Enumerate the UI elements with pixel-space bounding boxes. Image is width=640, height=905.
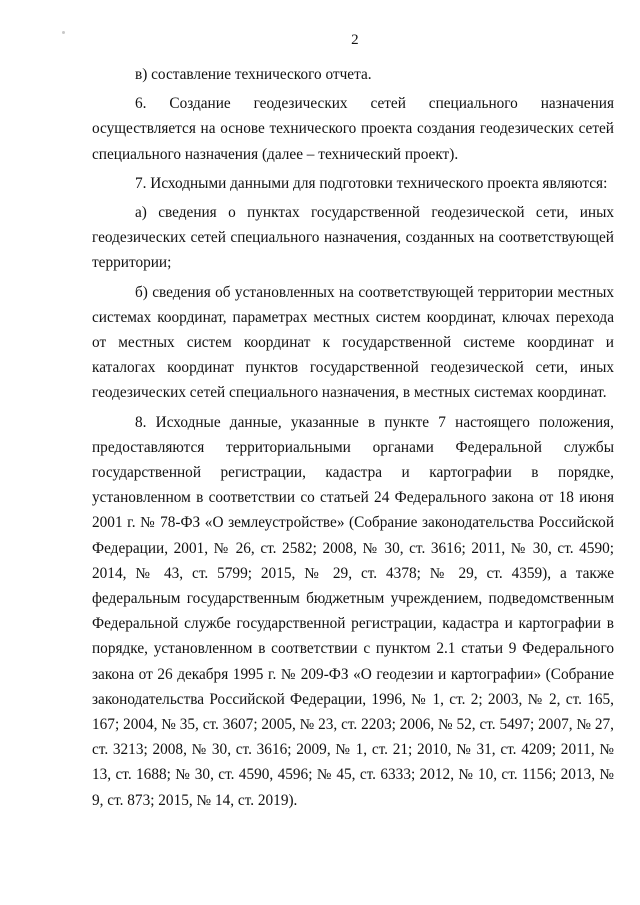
page-number: 2 <box>351 32 359 48</box>
document-body <box>92 62 614 813</box>
paragraph-item-v: в) составление технического отчета. <box>135 66 372 83</box>
paragraph-clause-7: 7. Исходными данными для подготовки технического проекта являются: <box>135 174 608 192</box>
paragraph-clause-6: 6. Создание геодезических сетей специального назначения осуществляется на основе технического проекта создания геодезических сетей специального назначения (далее – технический проект). <box>92 95 614 163</box>
paragraph-item-b: б) сведения об установленных на соответствующей территории местных системах координат, параметрах местных систем координат, ключах перехода от местных систем координат к государственной системе координат и каталогах координат пунктов государственной геодезической сети, иных геодезических сетей специального назначения, в местных системах координат. <box>92 283 614 402</box>
paragraph-clause-8: 8. Исходные данные, указанные в пункте 7 настоящего положения, предоставляются территориальными органами Федеральной службы государственной регистрации, кадастра и картографии в порядке, установленном в соответствии со статьей 24 Федерального закона от 18 июня 2001 г. № 78-ФЗ «О землеустройстве» (Собрание законодательства Российской Федерации, 2001, № 26, ст. 2582; 2008, № 30, ст. 3616; 2011, № 30, ст. 4590; 2014, № 43, ст. 5799; 2015, № 29, ст. 4378; № 29, ст. 4359), а также федеральным государственным бюджетным учреждением, подведомственным Федеральной службе государственной регистрации, кадастра и картографии в порядке, установленном в соответствии с пунктом 2.1 статьи 9 Федерального закона от 26 декабря 1995 г. № 209-ФЗ «О геодезии и картографии» (Собрание законодательства Российской Федерации, 1996, № 1, ст. 2; 2003, № 2, ст. 165, 167; 2004, № 35, ст. 3607; 2005, № 23, ст. 2203; 2006, № 52, ст. 5497; 2007, № 27, ст. 3213; 2008, № 30, ст. 3616; 2009, № 1, ст. 21; 2010, № 31, ст. 4209; 2011, № 13, ст. 1688; № 30, ст. 4590, 4596; № 45, ст. 6333; 2012, № 10, ст. 1156; 2013, № 9, ст. 873; 2015, № 14, ст. 2019). <box>92 413 614 809</box>
paragraph-item-a: а) сведения о пунктах государственной геодезической сети, иных геодезических сетей специального назначения, созданных на соответствующей территории; <box>92 204 614 272</box>
